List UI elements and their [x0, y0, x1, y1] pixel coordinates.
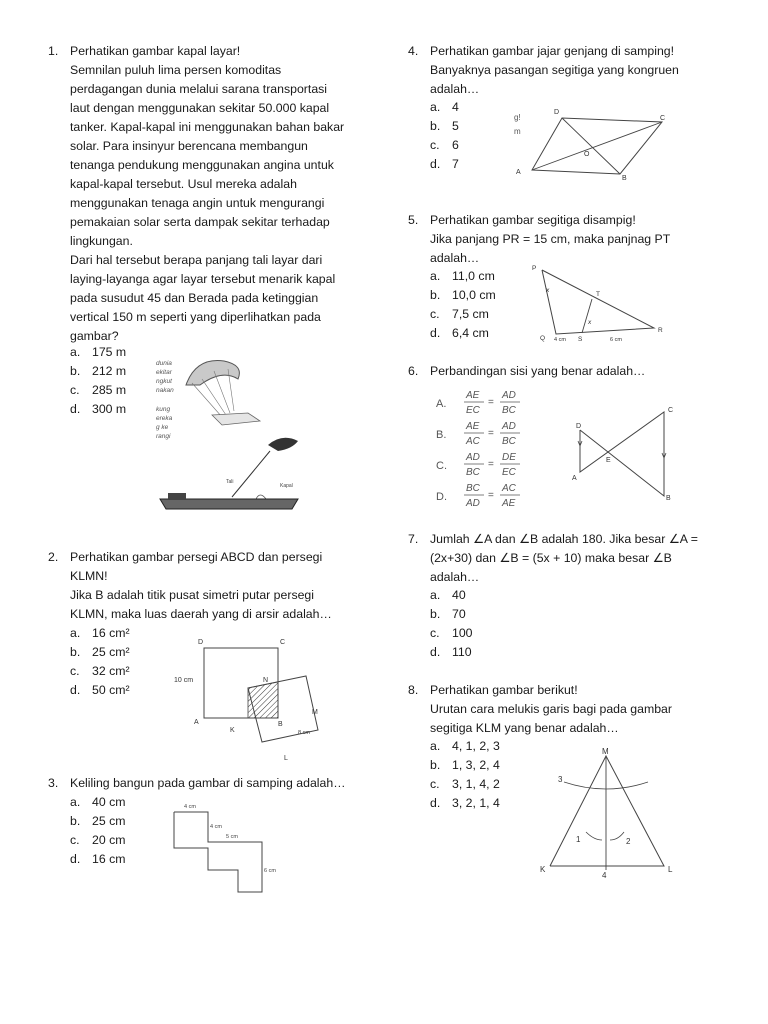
svg-text:Q: Q [540, 335, 546, 342]
svg-text:=: = [488, 397, 494, 408]
question-number: 3. [48, 776, 59, 790]
svg-text:8 cm: 8 cm [298, 730, 310, 736]
question-text: Perhatikan gambar segitiga disampig! Jika panjang PR = 15 cm, maka panjnag PT adalah… [430, 213, 671, 265]
svg-text:AC: AC [502, 483, 516, 494]
svg-text:AC: AC [466, 436, 480, 447]
option-d[interactable]: d. 6,4 cm [430, 326, 489, 340]
q1-options [70, 343, 126, 419]
svg-text:K: K [540, 865, 546, 874]
option-a[interactable] [436, 390, 520, 416]
option-b[interactable]: b. 10,0 cm [430, 288, 496, 302]
option-c[interactable] [436, 452, 520, 478]
svg-text:ngkut: ngkut [156, 378, 172, 385]
ratio-options [430, 382, 536, 522]
question-text: Keliling bangun pada gambar di samping adalah… [70, 776, 346, 790]
question-text: Perhatikan gambar berikut! Urutan cara melukis garis bagi pada gambar segitiga KLM yang benar adalah… [430, 683, 672, 735]
svg-text:4 cm: 4 cm [210, 824, 222, 830]
svg-text:6 cm: 6 cm [264, 868, 276, 874]
bowtie-triangles-figure [566, 400, 690, 510]
option-d[interactable]: d. 3, 2, 1, 4 [430, 796, 500, 810]
svg-text:R: R [658, 327, 663, 334]
svg-text:5 cm: 5 cm [226, 834, 238, 840]
svg-text:3: 3 [558, 775, 563, 784]
svg-text:B: B [666, 495, 671, 502]
svg-text:6 cm: 6 cm [610, 337, 622, 343]
svg-text:4 cm: 4 cm [554, 337, 566, 343]
option-b[interactable]: b. 25 cm² [70, 645, 130, 659]
svg-text:DE: DE [502, 452, 516, 463]
svg-text:kung: kung [156, 406, 171, 413]
svg-text:A: A [572, 475, 577, 482]
option-d[interactable]: d. 300 m [70, 402, 127, 416]
question-text: Perbandingan sisi yang benar adalah… [430, 364, 646, 378]
kite-canopy-icon [186, 361, 239, 386]
svg-text:C: C [668, 407, 674, 414]
svg-text:L: L [284, 755, 288, 762]
option-c[interactable]: c. 100 [430, 626, 473, 640]
parallelogram-figure [512, 104, 682, 184]
option-d[interactable]: d. 7 [430, 157, 459, 171]
question-number: 8. [408, 683, 419, 697]
q2-options [70, 624, 130, 700]
question-number: 4. [408, 44, 419, 58]
option-b[interactable]: b. 212 m [70, 364, 127, 378]
svg-text:B: B [622, 175, 627, 182]
option-b[interactable]: b. 5 [430, 119, 459, 133]
question-number: 2. [48, 550, 59, 564]
svg-text:S: S [578, 336, 583, 343]
svg-text:AE: AE [502, 498, 516, 509]
question-text: Perhatikan gambar kapal layar! Semnilan puluh lima persen komoditas perdagangan dunia melalui sarana transportasi laut dengan menggunakan sekitar 50.000 kapal tanker. Kapal-kapal ini menggunakan bahan bakar solar. Para insinyur berencana membangun tenanga pendukung menggunakan angina untuk kapal-kapal tersebut. Usul mereka adalah menggunakan tenaga angin untuk mengurangi pemakaian solar serta dampak sekitar terhadap lingkungan. Dari hal tersebut berapa panjang tali layar dari laying-layanga agar layar tersebut menarik kapal pada susudut 45 dan Berada pada ketinggian vertical 150 m seperti yang diperlihatkan pada gambar? [70, 44, 345, 343]
option-c[interactable]: c. 32 cm² [70, 664, 130, 678]
option-a[interactable]: a. 16 cm² [70, 626, 130, 640]
svg-text:AD: AD [502, 421, 516, 432]
svg-text:T: T [596, 291, 600, 298]
question-number: 5. [408, 213, 419, 227]
option-a[interactable]: a. 4, 1, 2, 3 [430, 739, 500, 753]
svg-text:A.: A. [436, 398, 447, 410]
option-b[interactable]: b. 1, 3, 2, 4 [430, 758, 500, 772]
question-number: 6. [408, 364, 419, 378]
svg-text:E: E [606, 457, 611, 464]
svg-text:=: = [488, 428, 494, 439]
svg-text:M: M [602, 747, 609, 756]
svg-text:4: 4 [602, 871, 607, 880]
svg-text:B.: B. [436, 429, 447, 441]
q8-options [430, 737, 500, 813]
svg-text:nakan: nakan [156, 387, 174, 394]
svg-text:D.: D. [436, 491, 447, 503]
option-c[interactable]: c. 20 cm [70, 833, 126, 847]
option-a[interactable]: a. 4 [430, 100, 459, 114]
svg-text:M: M [312, 709, 318, 716]
small-kite-icon [268, 438, 298, 451]
q3-options [70, 793, 126, 869]
svg-text:10 cm: 10 cm [174, 677, 194, 684]
option-a[interactable]: a. 40 [430, 588, 466, 602]
svg-text:ereka: ereka [156, 415, 173, 422]
ship-icon [160, 499, 298, 509]
svg-text:1: 1 [576, 835, 581, 844]
svg-text:2: 2 [626, 837, 631, 846]
svg-text:x: x [588, 319, 592, 326]
svg-text:BC: BC [466, 483, 480, 494]
svg-text:A: A [194, 719, 199, 726]
svg-text:EC: EC [502, 467, 516, 478]
question-text: Perhatikan gambar jajar genjang di samping! Banyaknya pasangan segitiga yang kongruen adalah… [430, 44, 679, 96]
kite-ship-figure [152, 355, 312, 520]
option-b[interactable] [436, 421, 520, 447]
svg-text:BC: BC [502, 436, 516, 447]
svg-text:B: B [278, 721, 283, 728]
svg-text:=: = [488, 490, 494, 501]
svg-text:P: P [532, 265, 537, 272]
svg-text:D: D [554, 109, 560, 116]
question-text: Perhatikan gambar persegi ABCD dan persegi KLMN! Jika B adalah titik pusat simetri putar persegi KLMN, maka luas daerah yang di arsir adalah… [70, 550, 332, 621]
svg-text:dunia: dunia [156, 360, 172, 367]
svg-text:m: m [514, 127, 521, 136]
svg-text:C.: C. [436, 460, 447, 472]
option-a[interactable]: a. 11,0 cm [430, 269, 495, 283]
option-d[interactable]: d. 110 [430, 645, 472, 659]
svg-text:K: K [230, 727, 235, 734]
svg-text:x: x [546, 287, 550, 294]
svg-text:D: D [576, 423, 582, 430]
svg-text:AD: AD [466, 452, 480, 463]
svg-text:g!: g! [514, 113, 521, 122]
option-a[interactable]: a. 40 cm [70, 795, 126, 809]
svg-text:AE: AE [466, 390, 480, 401]
angle-bisector-figure [536, 744, 696, 886]
option-c[interactable]: c. 3, 1, 4, 2 [430, 777, 500, 791]
svg-text:A: A [516, 169, 521, 176]
svg-text:=: = [488, 459, 494, 470]
q7-options [430, 586, 473, 662]
squares-figure [170, 632, 330, 764]
svg-text:BC: BC [466, 467, 480, 478]
q4-options [430, 98, 459, 174]
svg-text:Tali: Tali [226, 479, 234, 485]
svg-text:AD: AD [466, 498, 480, 509]
svg-text:BC: BC [502, 405, 516, 416]
option-c[interactable]: c. 6 [430, 138, 459, 152]
option-b[interactable]: b. 25 cm [70, 814, 126, 828]
option-c[interactable]: c. 7,5 cm [430, 307, 489, 321]
question-text: Jumlah ∠A dan ∠B adalah 180. Jika besar ∠A = (2x+30) dan ∠B = (5x + 10) maka besar ∠B adalah… [430, 532, 698, 584]
svg-text:C: C [660, 115, 666, 122]
option-b[interactable]: b. 70 [430, 607, 466, 621]
svg-text:L: L [668, 865, 673, 874]
svg-text:4 cm: 4 cm [184, 804, 196, 810]
option-a[interactable]: a. 175 m [70, 345, 127, 359]
option-c[interactable]: c. 285 m [70, 383, 127, 397]
svg-text:g ke: g ke [156, 424, 169, 431]
svg-text:AD: AD [502, 390, 516, 401]
triangle-pqr-figure [528, 262, 676, 344]
option-d[interactable]: d. 16 cm [70, 852, 126, 866]
question-number: 7. [408, 532, 419, 546]
svg-text:C: C [280, 639, 286, 646]
svg-text:AE: AE [466, 421, 480, 432]
q5-options [430, 267, 496, 343]
svg-text:rangi: rangi [156, 433, 171, 440]
svg-text:O: O [584, 151, 590, 158]
svg-text:EC: EC [466, 405, 480, 416]
svg-text:D: D [198, 639, 204, 646]
svg-text:ekitar: ekitar [156, 369, 172, 376]
svg-text:N: N [263, 677, 269, 684]
svg-text:Kapal: Kapal [280, 483, 293, 489]
option-d[interactable] [436, 483, 520, 509]
option-d[interactable]: d. 50 cm² [70, 683, 130, 697]
question-number: 1. [48, 44, 59, 58]
staircase-shape-figure [168, 800, 288, 896]
